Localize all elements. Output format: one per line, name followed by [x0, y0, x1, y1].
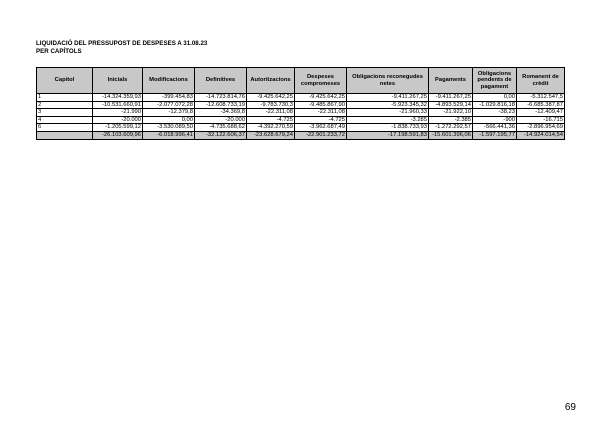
total-row	[37, 131, 565, 139]
table-cell: -16.715	[517, 116, 565, 124]
table-cell: -4.725	[247, 116, 295, 124]
header-inicials: Inicials	[93, 68, 143, 94]
table-cell: -4.893.529,14	[429, 101, 473, 109]
total-cell: -22.901.233,72	[295, 131, 347, 139]
table-row	[37, 109, 565, 117]
table-cell: -14.324.359,93	[93, 94, 143, 102]
table-cell: -20.000	[195, 116, 247, 124]
header-pagaments: Pagaments	[429, 68, 473, 94]
header-definitives: Definitives	[195, 68, 247, 94]
table-cell: -9.783.730,3	[247, 101, 295, 109]
table-cell: -399.454,83	[143, 94, 195, 102]
table-cell: -22.311,08	[295, 109, 347, 117]
total-cell: -17.198.591,83	[347, 131, 429, 139]
header-despeses-compromeses: Despeses compromeses	[295, 68, 347, 94]
table-cell: -9.411.267,25	[347, 94, 429, 102]
table-cell: -2.385	[429, 116, 473, 124]
table-cell: -12.608.733,19	[195, 101, 247, 109]
table-cell: -38,23	[473, 109, 517, 117]
table-row	[37, 124, 565, 132]
total-cell: -23.628.679,24	[247, 131, 295, 139]
report-title-line-1: LIQUIDACIÓ DEL PRESSUPOST DE DESPESES A 31.08.23	[36, 40, 208, 47]
table-cell: -9.425.642,25	[295, 94, 347, 102]
table-cell: -12.409,47	[517, 109, 565, 117]
table-cell: -5.312.547,5	[517, 94, 565, 102]
table-cell: -14.723.814,76	[195, 94, 247, 102]
table-cell: -5.923.345,32	[347, 101, 429, 109]
table-cell: 4	[37, 116, 93, 124]
budget-table	[36, 67, 565, 140]
table-cell: -9.411.267,25	[429, 94, 473, 102]
total-cell: -6.018.996,41	[143, 131, 195, 139]
header-capitol: Capítol	[37, 68, 93, 94]
table-row	[37, 94, 565, 102]
table-cell: -3.530.089,50	[143, 124, 195, 132]
table-cell: -22.311,08	[247, 109, 295, 117]
table-cell: -6.685.387,87	[517, 101, 565, 109]
table-cell: -12.379,8	[143, 109, 195, 117]
table-cell: -3.962.687,49	[295, 124, 347, 132]
table-cell: -21.960,33	[347, 109, 429, 117]
report-title-line-2: PER CAPÍTOLS	[36, 47, 82, 55]
total-cell: -32.122.606,37	[195, 131, 247, 139]
table-cell: -21.922,10	[429, 109, 473, 117]
table-cell: -900	[473, 116, 517, 124]
header-obligacions-reconegudes: Obligacions reconegudes netes	[347, 68, 429, 94]
header-modificacions: Modificacions	[143, 68, 195, 94]
table-cell: -1.205.599,12	[93, 124, 143, 132]
total-cell	[37, 131, 93, 139]
table-cell: -4.725	[295, 116, 347, 124]
table-row	[37, 101, 565, 109]
table-cell: 6	[37, 124, 93, 132]
table-cell: -566.441,36	[473, 124, 517, 132]
header-autoritzacions: Autoritzacions	[247, 68, 295, 94]
table-cell: 0,00	[143, 116, 195, 124]
header-obligacions-pendents: Obligacions pendents de pagament	[473, 68, 517, 94]
total-cell: -15.601.396,06	[429, 131, 473, 139]
table-cell: -21.990	[93, 109, 143, 117]
table-cell: 1	[37, 94, 93, 102]
total-cell: -26.103.609,96	[93, 131, 143, 139]
table-cell: -1.029.816,18	[473, 101, 517, 109]
table-cell: -1.272.292,57	[429, 124, 473, 132]
table-row	[37, 116, 565, 124]
table-cell: -2.077.072,28	[143, 101, 195, 109]
table-cell: -2.896.954,69	[517, 124, 565, 132]
table-cell: -9.425.642,25	[247, 94, 295, 102]
table-cell: -34.369,8	[195, 109, 247, 117]
table-cell: 0,00	[473, 94, 517, 102]
table-cell: -10.531.660,91	[93, 101, 143, 109]
table-cell: -9.485.867,90	[295, 101, 347, 109]
table-cell: -4.735.688,62	[195, 124, 247, 132]
total-cell: -14.924.014,54	[517, 131, 565, 139]
table-cell: 2	[37, 101, 93, 109]
page-number: 69	[564, 402, 576, 413]
table-cell: -20.000	[93, 116, 143, 124]
header-romanent: Romanent de crèdit	[517, 68, 565, 94]
table-cell: -1.838.733,93	[347, 124, 429, 132]
report-title	[36, 40, 207, 55]
table-cell: -3.285	[347, 116, 429, 124]
table-cell: -4.392.270,59	[247, 124, 295, 132]
total-cell: -1.597.195,77	[473, 131, 517, 139]
table-cell: 3	[37, 109, 93, 117]
header-row	[37, 68, 565, 94]
